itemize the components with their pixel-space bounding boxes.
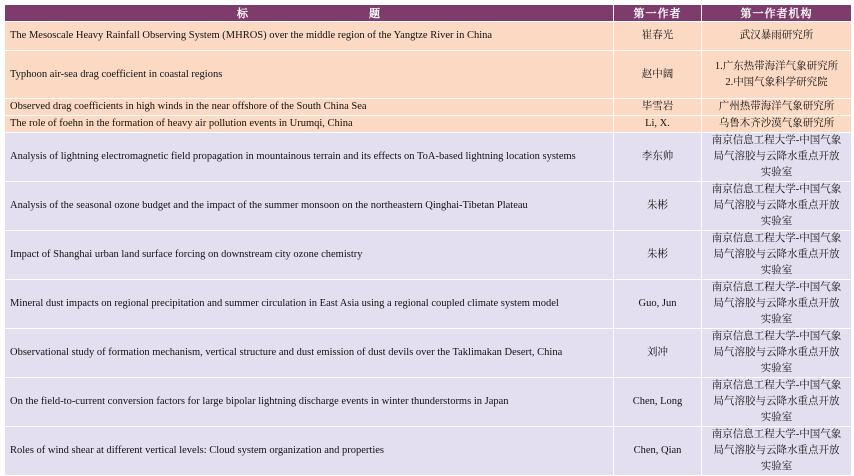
paper-title: The role of foehn in the formation of heavy air pollution events in Urumqi, China <box>5 116 614 133</box>
first-author-institution <box>702 116 852 133</box>
first-author: 毕雪岩 <box>614 99 702 116</box>
first-author-institution <box>702 378 852 427</box>
institution-line: 南京信息工程大学-中国气象 <box>711 380 842 391</box>
table-row <box>5 182 852 231</box>
institution-line: 南京信息工程大学-中国气象 <box>711 135 842 146</box>
table-header <box>5 5 852 22</box>
table-row <box>5 378 852 427</box>
institution-line: 实验室 <box>760 412 793 423</box>
institution-line: 局气溶胶与云降水重点开放 <box>713 396 840 407</box>
first-author: 朱彬 <box>614 182 702 231</box>
institution-line: 南京信息工程大学-中国气象 <box>711 184 842 195</box>
institution-column-header: 第一作者机构 <box>702 5 852 22</box>
paper-title: Typhoon air-sea drag coefficient in coastal regions <box>5 51 614 99</box>
title-column-header: 标 题 <box>5 5 614 22</box>
first-author-institution <box>702 22 852 51</box>
institution-line: 实验室 <box>760 363 793 374</box>
table-body <box>5 22 852 476</box>
paper-title: Observed drag coefficients in high winds in the near offshore of the South China Sea <box>5 99 614 116</box>
institution-line: 南京信息工程大学-中国气象 <box>711 233 842 244</box>
table-row <box>5 22 852 51</box>
first-author-institution <box>702 329 852 378</box>
papers-table <box>4 4 852 476</box>
first-author: 朱彬 <box>614 231 702 280</box>
institution-line: 2.中国气象科学研究院 <box>725 76 828 88</box>
table-row <box>5 133 852 182</box>
paper-title: The Mesoscale Heavy Rainfall Observing System (MHROS) over the middle region of the Yangtze River in China <box>5 22 614 51</box>
table-row <box>5 51 852 99</box>
table-row <box>5 116 852 133</box>
institution-line: 局气溶胶与云降水重点开放 <box>713 298 840 309</box>
first-author: 崔春光 <box>614 22 702 51</box>
table-row <box>5 329 852 378</box>
paper-title: Roles of wind shear at different vertical levels: Cloud system organization and properties <box>5 427 614 476</box>
paper-title: Analysis of lightning electromagnetic field propagation in mountainous terrain and its effects on ToA-based lightning location systems <box>5 133 614 182</box>
first-author-institution <box>702 182 852 231</box>
institution-line: 南京信息工程大学-中国气象 <box>711 282 842 293</box>
first-author: Guo, Jun <box>614 280 702 329</box>
paper-title: On the field-to-current conversion factors for large bipolar lightning discharge events in winter thunderstorms in Japan <box>5 378 614 427</box>
table-row <box>5 99 852 116</box>
institution-line: 1.广东热带海洋气象研究所 <box>714 60 839 72</box>
institution-line: 实验室 <box>760 167 793 178</box>
institution-line: 局气溶胶与云降水重点开放 <box>713 151 840 162</box>
first-author: 赵中阔 <box>614 51 702 99</box>
table-row <box>5 427 852 476</box>
institution-line: 局气溶胶与云降水重点开放 <box>713 249 840 260</box>
institution-line: 南京信息工程大学-中国气象 <box>711 331 842 342</box>
institution-line: 实验室 <box>760 216 793 227</box>
paper-title: Observational study of formation mechanism, vertical structure and dust emission of dust devils over the Taklimakan Desert, China <box>5 329 614 378</box>
institution-line: 局气溶胶与云降水重点开放 <box>713 347 840 358</box>
institution-line: 实验室 <box>760 265 793 276</box>
first-author-institution <box>702 51 852 99</box>
paper-title: Mineral dust impacts on regional precipitation and summer circulation in East Asia using a regional coupled climate system model <box>5 280 614 329</box>
first-author-institution <box>702 231 852 280</box>
institution-line: 乌鲁木齐沙漠气象研究所 <box>718 118 835 129</box>
author-column-header: 第一作者 <box>614 5 702 22</box>
first-author-institution <box>702 133 852 182</box>
first-author-institution <box>702 99 852 116</box>
first-author: 刘冲 <box>614 329 702 378</box>
first-author: Chen, Qian <box>614 427 702 476</box>
first-author: Chen, Long <box>614 378 702 427</box>
table-row <box>5 280 852 329</box>
institution-line: 南京信息工程大学-中国气象 <box>711 429 842 440</box>
first-author: Li, X. <box>614 116 702 133</box>
institution-line: 实验室 <box>760 461 793 472</box>
first-author-institution <box>702 427 852 476</box>
institution-line: 广州热带海洋气象研究所 <box>718 101 835 112</box>
paper-title: Analysis of the seasonal ozone budget and the impact of the summer monsoon on the northeastern Qinghai-Tibetan Plateau <box>5 182 614 231</box>
institution-line: 局气溶胶与云降水重点开放 <box>713 200 840 211</box>
institution-line: 局气溶胶与云降水重点开放 <box>713 445 840 456</box>
paper-title: Impact of Shanghai urban land surface forcing on downstream city ozone chemistry <box>5 231 614 280</box>
institution-line: 实验室 <box>760 314 793 325</box>
table-row <box>5 231 852 280</box>
first-author-institution <box>702 280 852 329</box>
institution-line: 武汉暴雨研究所 <box>739 30 814 41</box>
first-author: 李东帅 <box>614 133 702 182</box>
